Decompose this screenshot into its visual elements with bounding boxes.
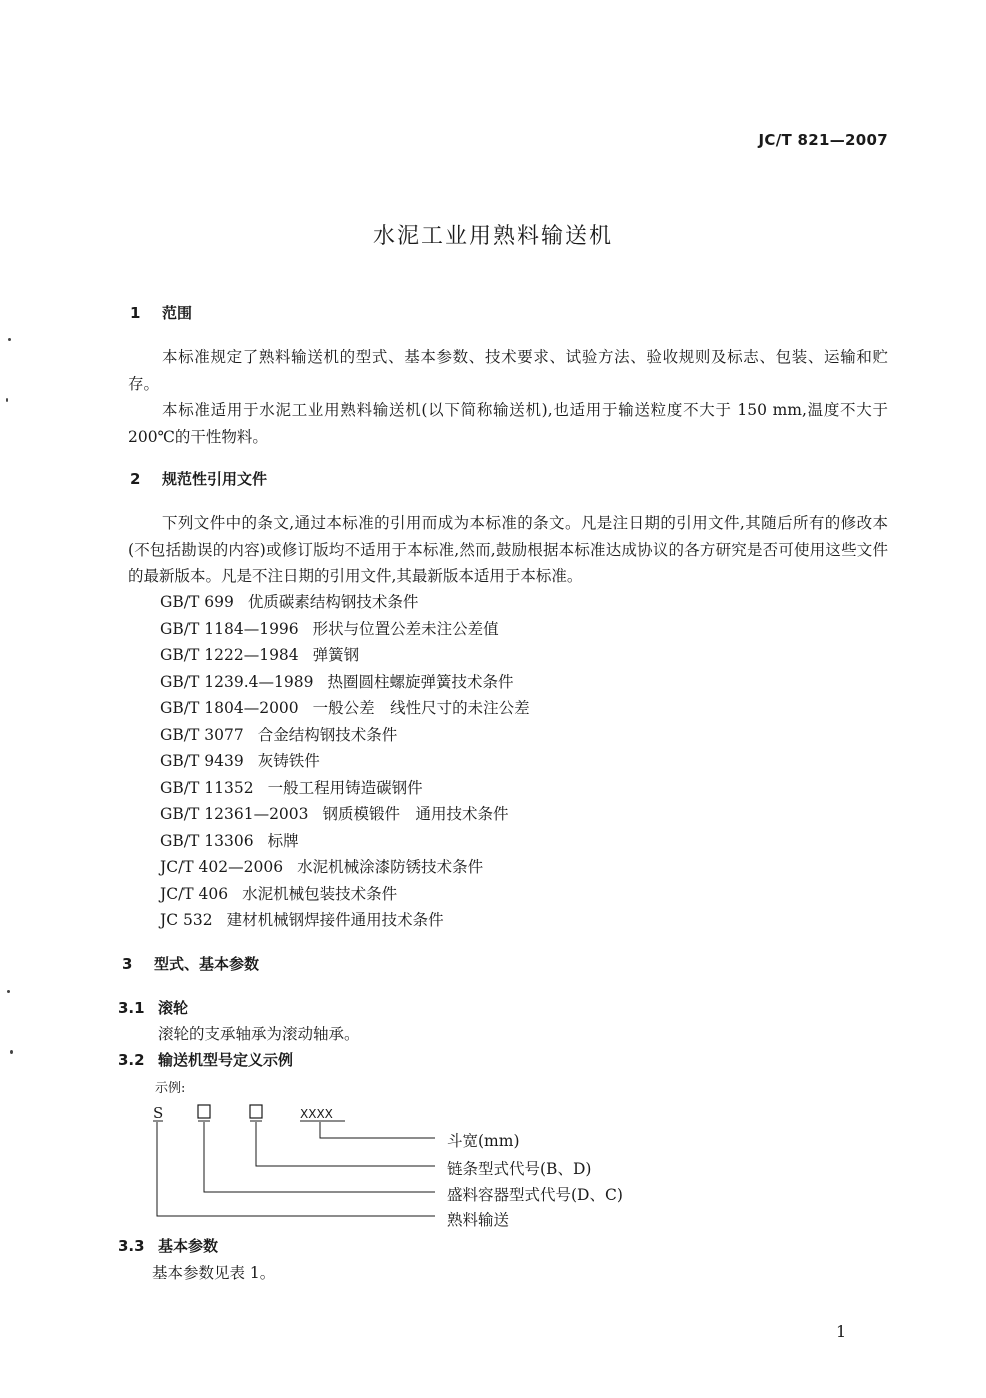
- scan-speck: [10, 1050, 13, 1054]
- model-suffix: XXXX: [300, 1107, 333, 1121]
- reference-code: GB/T 699: [160, 593, 234, 611]
- reference-item: [160, 616, 530, 643]
- section-1-heading: [130, 302, 192, 323]
- scan-speck: [8, 338, 11, 341]
- reference-item: [160, 801, 530, 828]
- subsection-3-1-heading: [118, 997, 188, 1018]
- legend-bucket-width: 斗宽(mm): [447, 1132, 520, 1150]
- reference-code: GB/T 3077: [160, 725, 244, 744]
- section-1-paragraph-2: 本标准适用于水泥工业用熟料输送机(以下简称输送机),也适用于输送粒度不大于 150 mm,温度不大于 200℃的干性物料。: [128, 401, 888, 446]
- reference-name: 钢质模锻件 通用技术条件: [322, 805, 509, 823]
- reference-name: 建材机械钢焊接件通用技术条件: [226, 911, 444, 929]
- subsection-title: 基本参数: [158, 1237, 219, 1255]
- reference-item: [160, 854, 530, 881]
- section-3-heading: [122, 953, 259, 974]
- subsection-3-3-text: 基本参数见表 1。: [152, 1264, 276, 1282]
- reference-code: JC/T 402—2006: [160, 858, 284, 876]
- reference-code: JC 532: [160, 911, 213, 929]
- reference-item: [160, 669, 530, 696]
- example-label: 示例:: [155, 1081, 186, 1096]
- reference-item: [160, 695, 530, 722]
- reference-name: 标牌: [267, 831, 299, 850]
- section-1-paragraph-1: 本标准规定了熟料输送机的型式、基本参数、技术要求、试验方法、验收规则及标志、包装、运输和贮存。: [128, 348, 888, 393]
- reference-item: [160, 642, 530, 669]
- section-title: 范围: [162, 304, 193, 322]
- scan-speck: [6, 398, 8, 402]
- reference-code: GB/T 11352: [160, 778, 254, 797]
- model-prefix: S: [153, 1104, 164, 1122]
- reference-name: 一般公差 线性尺寸的未注公差: [312, 699, 530, 717]
- leader-line-bucket-width: [320, 1122, 435, 1138]
- section-number: 3: [122, 955, 133, 973]
- reference-name: 形状与位置公差未注公差值: [312, 619, 499, 638]
- legend-container-type: 盛料容器型式代号(D、C): [447, 1186, 623, 1204]
- subsection-title: 滚轮: [158, 999, 189, 1017]
- reference-name: 弹簧钢: [312, 646, 360, 664]
- subsection-number: 3.2: [118, 1051, 145, 1069]
- section-title: 规范性引用文件: [162, 470, 268, 488]
- reference-item: [160, 881, 530, 908]
- reference-item: [160, 775, 530, 802]
- section-number: 1: [130, 304, 141, 322]
- scan-speck: [7, 990, 10, 993]
- reference-name: 水泥机械涂漆防锈技术条件: [297, 858, 484, 876]
- subsection-number: 3.1: [118, 999, 145, 1017]
- reference-code: JC/T 406: [160, 884, 229, 903]
- section-2-intro: 下列文件中的条文,通过本标准的引用而成为本标准的条文。凡是注日期的引用文件,其随后所有的修改本(不包括勘误的内容)或修订版均不适用于本标准,然而,鼓励根据本标准达成协议的各方研究是否可使用这些文件的最新版本。凡是不注日期的引用文件,其最新版本适用于本标准。: [128, 514, 888, 585]
- document-title: 水泥工业用熟料输送机: [372, 224, 613, 249]
- subsection-3-2-heading: [118, 1049, 293, 1070]
- leader-line-clinker-conveying: [157, 1122, 435, 1216]
- reference-code: GB/T 1222—1984: [160, 646, 299, 664]
- chain-type-box: [250, 1105, 262, 1118]
- reference-item: [160, 828, 530, 855]
- container-type-box: [198, 1105, 210, 1118]
- reference-name: 热圈圆柱螺旋弹簧技术条件: [327, 672, 514, 691]
- model-designation-diagram: [150, 1100, 650, 1234]
- reference-item: [160, 589, 530, 616]
- reference-name: 优质碳素结构钢技术条件: [247, 593, 419, 611]
- reference-item: [160, 907, 530, 934]
- reference-code: GB/T 1239.4—1989: [160, 672, 314, 691]
- page-number: 1: [836, 1322, 847, 1341]
- subsection-3-1-text: 滚轮的支承轴承为滚动轴承。: [158, 1025, 360, 1043]
- reference-code: GB/T 1184—1996: [160, 619, 299, 638]
- reference-name: 合金结构钢技术条件: [257, 725, 398, 744]
- normative-reference-list: [160, 589, 530, 934]
- subsection-number: 3.3: [118, 1237, 145, 1255]
- subsection-3-3-heading: [118, 1235, 218, 1256]
- section-2-heading: [130, 468, 267, 489]
- reference-item: [160, 748, 530, 775]
- reference-name: 一般工程用铸造碳钢件: [267, 778, 423, 797]
- reference-code: GB/T 1804—2000: [160, 699, 299, 717]
- reference-code: GB/T 13306: [160, 831, 254, 850]
- reference-code: GB/T 9439: [160, 752, 244, 770]
- reference-code: GB/T 12361—2003: [160, 805, 309, 823]
- leader-line-chain-type: [256, 1122, 435, 1166]
- reference-name: 水泥机械包装技术条件: [242, 884, 398, 903]
- standard-code: JC/T 821—2007: [758, 131, 888, 149]
- reference-name: 灰铸铁件: [257, 752, 320, 770]
- subsection-title: 输送机型号定义示例: [158, 1051, 294, 1069]
- section-title: 型式、基本参数: [154, 955, 260, 973]
- section-number: 2: [130, 470, 141, 488]
- reference-item: [160, 722, 530, 749]
- legend-clinker-conveying: 熟料输送: [447, 1211, 510, 1229]
- legend-chain-type: 链条型式代号(B、D): [447, 1160, 592, 1178]
